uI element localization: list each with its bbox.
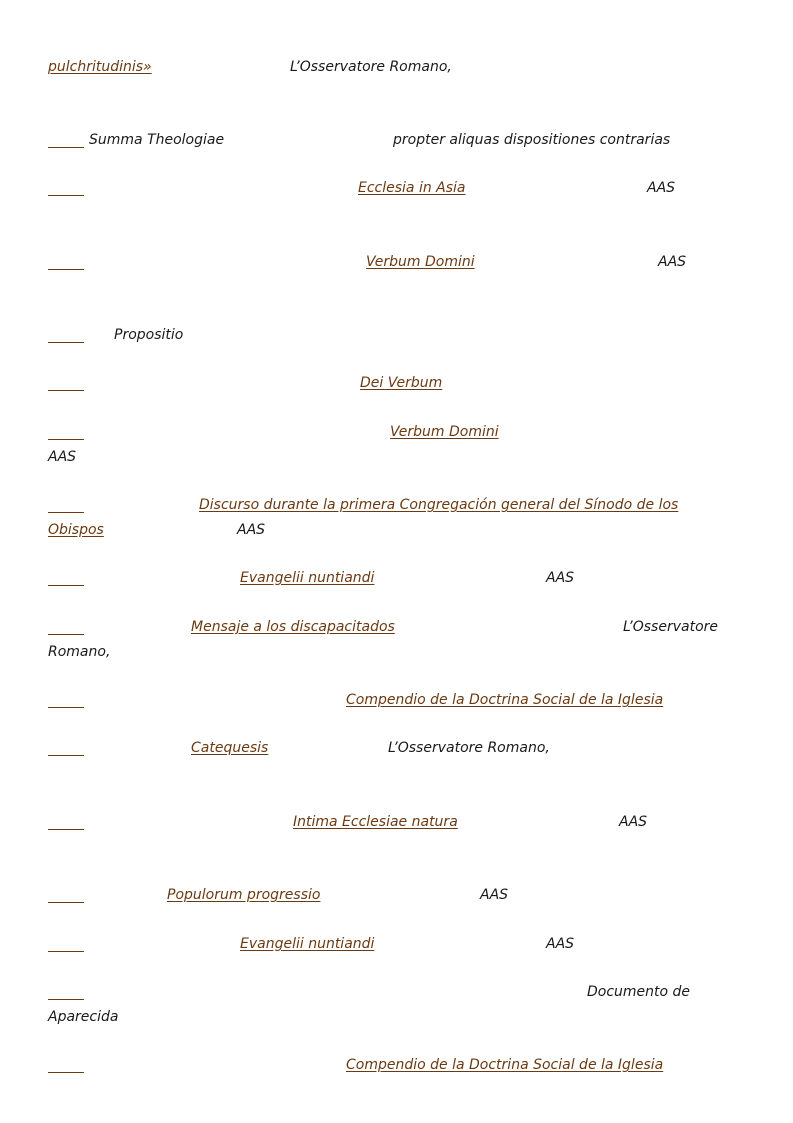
footnote-link[interactable]: Verbum Domini — [390, 424, 499, 440]
footnote-link[interactable]: Evangelii nuntiandi — [240, 936, 375, 952]
footnote-title: Summa Theologiae — [89, 132, 225, 148]
footnote-source: L’Osservatore Romano, — [388, 740, 550, 756]
footnote-source: AAS — [546, 570, 575, 586]
footnote-marker[interactable] — [48, 999, 84, 1000]
footnote-link[interactable]: Evangelii nuntiandi — [240, 570, 375, 586]
footnote-link[interactable]: Dei Verbum — [360, 375, 443, 391]
footnote-marker[interactable] — [48, 1072, 84, 1073]
footnote-marker[interactable] — [48, 902, 84, 903]
footnote-link[interactable]: Compendio de la Doctrina Social de la Iglesia — [346, 692, 664, 708]
footnote-link[interactable]: Catequesis — [191, 740, 269, 756]
footnote-link[interactable]: Discurso durante la primera Congregación general del Sínodo de los — [199, 497, 679, 513]
footnote-source: AAS — [546, 936, 575, 952]
footnote-marker[interactable] — [48, 147, 84, 148]
footnote-marker[interactable] — [48, 269, 84, 270]
footnote-source: Documento de — [587, 984, 691, 1000]
footnote-marker[interactable] — [48, 634, 84, 635]
footnote-source-continued: Romano, — [48, 644, 111, 660]
footnote-source: AAS — [237, 522, 266, 538]
footnote-marker[interactable] — [48, 755, 84, 756]
footnote-source: AAS — [480, 887, 509, 903]
footnote-marker[interactable] — [48, 439, 84, 440]
footnote-marker[interactable] — [48, 829, 84, 830]
footnote-link[interactable]: pulchritudinis» — [48, 59, 152, 75]
footnote-link[interactable]: Mensaje a los discapacitados — [191, 619, 395, 635]
footnote-marker[interactable] — [48, 707, 84, 708]
footnote-link-continued[interactable]: Obispos — [48, 522, 104, 538]
footnote-marker[interactable] — [48, 390, 84, 391]
footnote-marker[interactable] — [48, 951, 84, 952]
footnote-source: AAS — [48, 449, 77, 465]
footnote-source: AAS — [658, 254, 687, 270]
footnote-link[interactable]: Populorum progressio — [167, 887, 321, 903]
footnote-source: AAS — [647, 180, 676, 196]
footnote-quote: propter aliquas dispositiones contrarias — [393, 132, 671, 148]
footnote-marker[interactable] — [48, 195, 84, 196]
footnote-marker[interactable] — [48, 585, 84, 586]
footnote-source: L’Osservatore — [623, 619, 718, 635]
footnote-source: L’Osservatore Romano, — [290, 59, 452, 75]
footnote-link[interactable]: Intima Ecclesiae natura — [293, 814, 458, 830]
footnote-link[interactable]: Verbum Domini — [366, 254, 475, 270]
footnote-link[interactable]: Ecclesia in Asia — [358, 180, 466, 196]
footnote-title: Propositio — [114, 327, 184, 343]
footnote-link[interactable]: Compendio de la Doctrina Social de la Iglesia — [346, 1057, 664, 1073]
footnote-source-continued: Aparecida — [48, 1009, 119, 1025]
footnote-source: AAS — [619, 814, 648, 830]
footnote-marker[interactable] — [48, 512, 84, 513]
footnote-marker[interactable] — [48, 342, 84, 343]
